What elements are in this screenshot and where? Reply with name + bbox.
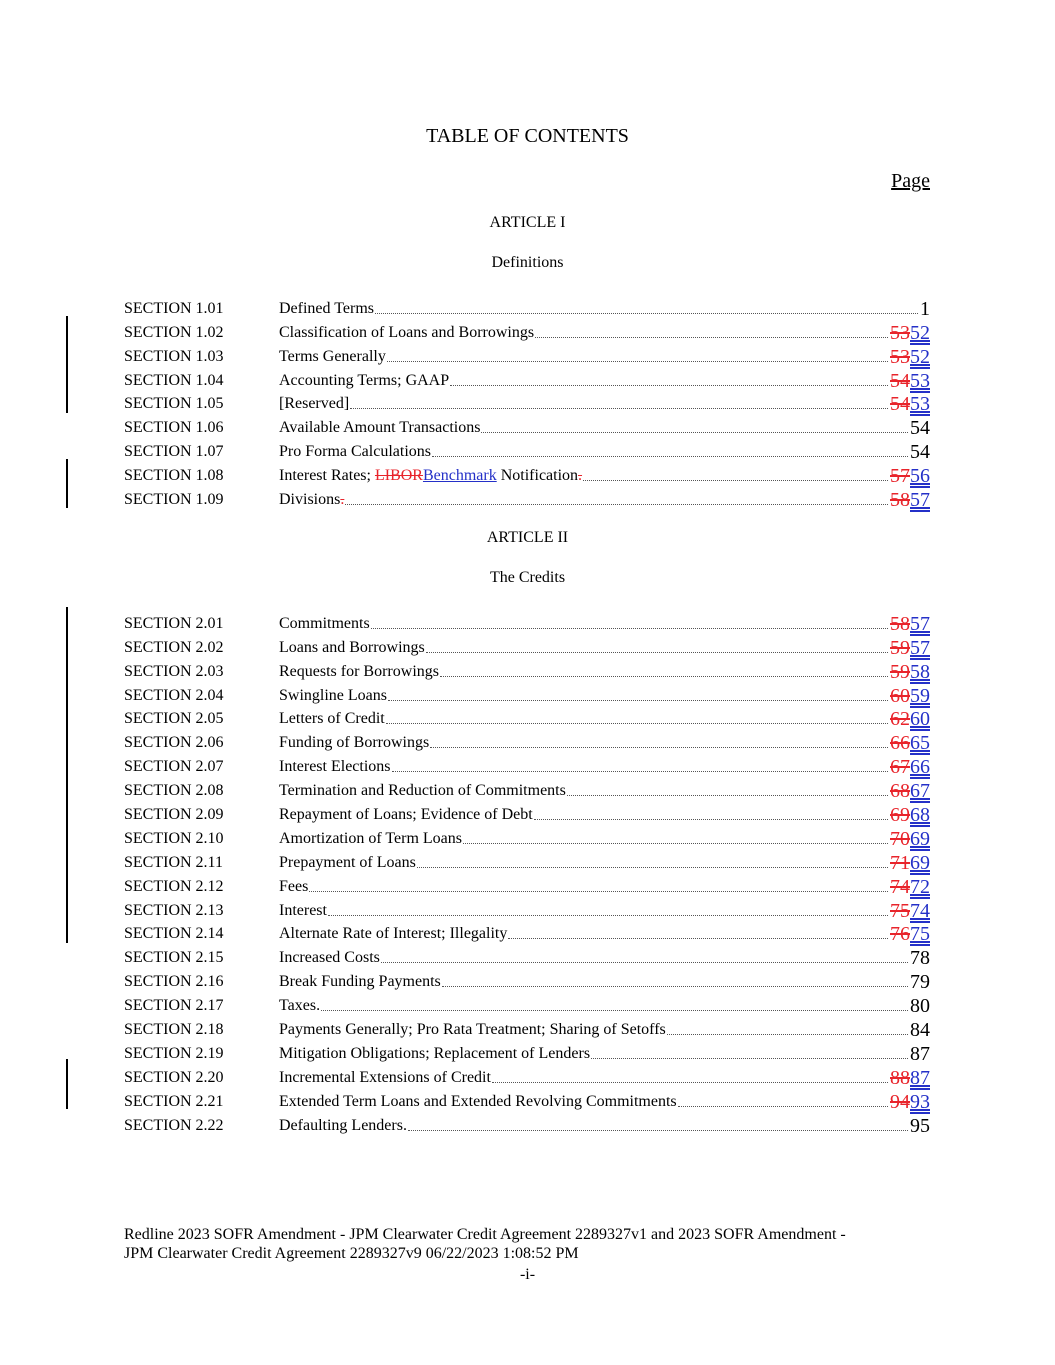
page-ref [890, 853, 930, 873]
title-text: Swingline Loans [279, 686, 387, 704]
page-ref [890, 638, 930, 658]
toc-entry[interactable] [124, 610, 930, 634]
toc-entry[interactable] [124, 992, 930, 1016]
inserted-page-number: 74 [910, 899, 930, 922]
section-title [279, 996, 320, 1016]
title-text: Classification of Loans and Borrowings [279, 323, 535, 341]
inserted-page-number: 87 [910, 1066, 930, 1089]
section-number: SECTION 2.21 [124, 1092, 224, 1110]
page-ref [890, 686, 930, 706]
section-title [279, 781, 566, 801]
change-bar [66, 316, 68, 413]
section-title [279, 948, 380, 968]
deleted-page-number: 53 [890, 321, 910, 344]
title-text: Incremental Extensions of Credit [279, 1068, 491, 1086]
page-ref [890, 781, 930, 801]
section-number: SECTION 2.12 [124, 877, 224, 895]
section-number: SECTION 2.02 [124, 638, 224, 656]
dot-leader [450, 384, 888, 386]
deleted-page-number: 66 [890, 732, 910, 755]
toc-entry[interactable] [124, 849, 930, 873]
section-title [279, 901, 327, 921]
deleted-page-number: 71 [890, 851, 910, 874]
dot-leader [492, 1081, 888, 1083]
toc-entry[interactable] [124, 1016, 930, 1040]
deleted-page-number: 75 [890, 899, 910, 922]
page-ref [890, 347, 930, 367]
title-text: Interest Rates; [279, 467, 375, 485]
title-text: Defined Terms [279, 299, 374, 317]
page-number-value: 84 [910, 1019, 930, 1042]
title-text: Funding of Borrowings [279, 734, 430, 752]
title-text: Requests for Borrowings [279, 662, 439, 680]
article-1-number: ARTICLE I [489, 214, 566, 231]
section-number: SECTION 1.01 [124, 299, 224, 317]
page-number-value: 78 [910, 947, 930, 970]
dot-leader [387, 360, 888, 362]
inserted-page-number: 53 [910, 369, 930, 392]
section-title [279, 972, 441, 992]
toc-entry[interactable] [124, 729, 930, 753]
section-number: SECTION 2.08 [124, 782, 224, 800]
section-number: SECTION 2.22 [124, 1116, 224, 1134]
section-number: SECTION 2.10 [124, 829, 224, 847]
page-ref [890, 662, 930, 682]
deleted-text: . [340, 491, 345, 509]
section-number: SECTION 2.18 [124, 1021, 224, 1039]
section-number: SECTION 2.01 [124, 614, 224, 632]
section-title [279, 853, 416, 873]
section-title [279, 829, 462, 849]
section-number: SECTION 2.11 [124, 853, 223, 871]
dot-leader [350, 407, 888, 409]
section-title [279, 323, 534, 343]
dot-leader [430, 746, 888, 748]
page-ref [910, 996, 930, 1016]
dot-leader [328, 914, 888, 916]
section-number: SECTION 1.03 [124, 347, 224, 365]
title-text: Increased Costs [279, 949, 380, 967]
page-ref [910, 1116, 930, 1136]
deleted-page-number: 69 [890, 804, 910, 827]
page-ref [890, 466, 930, 486]
section-number: SECTION 1.05 [124, 395, 224, 413]
inserted-page-number: 56 [910, 465, 930, 488]
deleted-page-number: 54 [890, 369, 910, 392]
section-number: SECTION 1.09 [124, 491, 224, 509]
page-ref [920, 299, 930, 319]
deleted-page-number: 94 [890, 1090, 910, 1113]
toc-entry[interactable] [124, 1112, 930, 1136]
deleted-page-number: 58 [890, 612, 910, 635]
title-text: Extended Term Loans and Extended Revolving Commitments [279, 1092, 677, 1110]
section-title [279, 299, 374, 319]
section-number: SECTION 2.16 [124, 973, 224, 991]
article-2-number: ARTICLE II [486, 529, 569, 546]
page-number: -i- [519, 1266, 536, 1283]
page-ref [890, 394, 930, 414]
title-text: Termination and Reduction of Commitments [279, 782, 566, 800]
title-text: Amortization of Term Loans [279, 829, 462, 847]
section-title [279, 442, 431, 462]
page-ref [910, 1020, 930, 1040]
page-number-value: 1 [920, 297, 930, 320]
deleted-page-number: 62 [890, 708, 910, 731]
change-bar [66, 459, 68, 508]
dot-leader [583, 479, 888, 481]
toc-entry[interactable] [124, 634, 930, 658]
section-number: SECTION 2.07 [124, 758, 224, 776]
section-number: SECTION 2.19 [124, 1044, 224, 1062]
page-number-value: 54 [910, 441, 930, 464]
toc-entry[interactable] [124, 486, 930, 510]
section-title [279, 686, 387, 706]
page-ref [890, 877, 930, 897]
section-title [279, 347, 386, 367]
page-ref [890, 757, 930, 777]
title-text: Divisions [279, 491, 341, 509]
section-title [279, 614, 370, 634]
change-bar [66, 607, 68, 943]
deleted-page-number: 60 [890, 684, 910, 707]
dot-leader [388, 699, 888, 701]
deleted-page-number: 70 [890, 827, 910, 850]
page-ref [890, 805, 930, 825]
deleted-page-number: 76 [890, 923, 910, 946]
toc-entry[interactable] [124, 706, 930, 730]
toc-entry[interactable] [124, 968, 930, 992]
title-text: Accounting Terms; GAAP [279, 371, 450, 389]
inserted-page-number: 58 [910, 660, 930, 683]
title-text: Pro Forma Calculations [279, 443, 431, 461]
page-ref [910, 1044, 930, 1064]
footer-line-1: Redline 2023 SOFR Amendment - JPM Clearwater Credit Agreement 2289327v1 and 2023 SOFR Amendment - [124, 1226, 846, 1243]
section-title [279, 805, 533, 825]
dot-leader [375, 312, 918, 314]
section-number: SECTION 1.06 [124, 419, 224, 437]
section-number: SECTION 2.20 [124, 1068, 224, 1086]
section-title [279, 924, 507, 944]
article-2-name: The Credits [489, 569, 566, 586]
dot-leader [534, 818, 888, 820]
dot-leader [381, 961, 908, 963]
page-ref [890, 323, 930, 343]
page-ref [890, 709, 930, 729]
toc-entry[interactable] [124, 682, 930, 706]
toc-entry[interactable] [124, 367, 930, 391]
title-text: Defaulting Lenders. [279, 1116, 407, 1134]
dot-leader [591, 1057, 908, 1059]
section-number: SECTION 1.07 [124, 443, 224, 461]
page-ref [890, 829, 930, 849]
toc-entry[interactable] [124, 319, 930, 343]
inserted-page-number: 57 [910, 612, 930, 635]
inserted-page-number: 57 [910, 636, 930, 659]
toc-entry[interactable] [124, 658, 930, 682]
toc-entry[interactable] [124, 873, 930, 897]
toc-title: TABLE OF CONTENTS [426, 125, 629, 147]
inserted-page-number: 68 [910, 804, 930, 827]
toc-entry[interactable] [124, 1064, 930, 1088]
section-title [279, 733, 429, 753]
section-number: SECTION 2.05 [124, 710, 224, 728]
page-number-value: 79 [910, 971, 930, 994]
section-title [279, 1020, 666, 1040]
dot-leader [508, 937, 888, 939]
toc-entry[interactable] [124, 438, 930, 462]
toc-entry[interactable] [124, 414, 930, 438]
inserted-page-number: 66 [910, 756, 930, 779]
section-number: SECTION 1.02 [124, 323, 224, 341]
section-title [279, 1068, 491, 1088]
page-ref [890, 924, 930, 944]
section-title [279, 1044, 590, 1064]
section-title [279, 662, 439, 682]
section-number: SECTION 2.09 [124, 806, 224, 824]
title-text: Loans and Borrowings [279, 638, 425, 656]
title-text: Mitigation Obligations; Replacement of Lenders [279, 1044, 591, 1062]
deleted-page-number: 68 [890, 780, 910, 803]
page-ref [910, 418, 930, 438]
dot-leader [371, 627, 888, 629]
inserted-page-number: 69 [910, 851, 930, 874]
title-text: Break Funding Payments [279, 973, 441, 991]
toc-entry[interactable] [124, 391, 930, 415]
title-text: Terms Generally [279, 347, 386, 365]
toc-entry[interactable] [124, 1040, 930, 1064]
page-ref [890, 490, 930, 510]
page-ref [910, 948, 930, 968]
page-column-heading: Page [891, 170, 930, 192]
deleted-page-number: 57 [890, 465, 910, 488]
title-text: Taxes. [279, 997, 321, 1015]
toc-entry[interactable] [124, 921, 930, 945]
page-ref [890, 614, 930, 634]
title-text: [Reserved] [279, 395, 350, 413]
toc-entry[interactable] [124, 343, 930, 367]
section-number: SECTION 2.13 [124, 901, 224, 919]
deleted-page-number: 54 [890, 393, 910, 416]
title-text: Interest [279, 901, 327, 919]
dot-leader [417, 866, 888, 868]
page-number-value: 95 [910, 1114, 930, 1137]
inserted-page-number: 65 [910, 732, 930, 755]
inserted-page-number: 57 [910, 489, 930, 512]
deleted-text: . [578, 467, 583, 485]
page-ref [910, 972, 930, 992]
dot-leader [535, 336, 888, 338]
article-1-section-list [124, 295, 930, 510]
deleted-page-number: 59 [890, 636, 910, 659]
title-text: Alternate Rate of Interest; Illegality [279, 925, 508, 943]
page-ref [910, 442, 930, 462]
inserted-page-number: 53 [910, 393, 930, 416]
dot-leader [408, 1129, 908, 1131]
page-number-value: 87 [910, 1042, 930, 1065]
footer-line-2: JPM Clearwater Credit Agreement 2289327v9 06/22/2023 1:08:52 PM [124, 1245, 579, 1262]
dot-leader [426, 651, 888, 653]
toc-entry[interactable] [124, 753, 930, 777]
title-text: Prepayment of Loans [279, 853, 416, 871]
inserted-page-number: 67 [910, 780, 930, 803]
page-ref [890, 371, 930, 391]
title-text: Available Amount Transactions [279, 419, 481, 437]
toc-entry[interactable] [124, 801, 930, 825]
dot-leader [440, 675, 888, 677]
dot-leader [432, 455, 908, 457]
inserted-page-number: 69 [910, 827, 930, 850]
dot-leader [442, 985, 908, 987]
page-number-value: 54 [910, 417, 930, 440]
toc-entry[interactable] [124, 825, 930, 849]
dot-leader [678, 1105, 888, 1107]
deleted-text: LIBOR [374, 467, 423, 485]
section-title [279, 418, 480, 438]
inserted-text: Benchmark [422, 467, 497, 485]
toc-entry[interactable] [124, 462, 930, 486]
toc-entry[interactable] [124, 1088, 930, 1112]
article-2-section-list [124, 610, 930, 1136]
dot-leader [345, 503, 888, 505]
section-title [279, 1092, 677, 1112]
title-text: Notification [496, 467, 579, 485]
inserted-page-number: 72 [910, 875, 930, 898]
title-text: Repayment of Loans; Evidence of Debt [279, 806, 533, 824]
section-title [279, 394, 349, 414]
document-footer [124, 1225, 924, 1263]
section-number: SECTION 2.04 [124, 686, 224, 704]
toc-entry[interactable] [124, 777, 930, 801]
section-number: SECTION 2.17 [124, 997, 224, 1015]
section-number: SECTION 2.15 [124, 949, 224, 967]
inserted-page-number: 93 [910, 1090, 930, 1113]
title-text: Commitments [279, 614, 370, 632]
section-title [279, 466, 582, 486]
section-number: SECTION 2.14 [124, 925, 224, 943]
section-number: SECTION 2.06 [124, 734, 224, 752]
inserted-page-number: 59 [910, 684, 930, 707]
dot-leader [392, 770, 888, 772]
article-1-name: Definitions [491, 254, 564, 271]
section-title [279, 709, 385, 729]
page-ref [890, 733, 930, 753]
inserted-page-number: 60 [910, 708, 930, 731]
section-number: SECTION 1.08 [124, 467, 224, 485]
title-text: Payments Generally; Pro Rata Treatment; Sharing of Setoffs [279, 1021, 666, 1039]
section-title [279, 757, 391, 777]
toc-entry[interactable] [124, 897, 930, 921]
deleted-page-number: 88 [890, 1066, 910, 1089]
title-text: Fees [279, 877, 309, 895]
page-number-value: 80 [910, 995, 930, 1018]
section-number: SECTION 2.03 [124, 662, 224, 680]
page-ref [890, 1068, 930, 1088]
dot-leader [309, 890, 888, 892]
inserted-page-number: 75 [910, 923, 930, 946]
section-title [279, 371, 449, 391]
section-number: SECTION 1.04 [124, 371, 224, 389]
dot-leader [386, 722, 888, 724]
section-title [279, 1116, 407, 1136]
dot-leader [667, 1033, 908, 1035]
inserted-page-number: 52 [910, 321, 930, 344]
dot-leader [463, 842, 888, 844]
dot-leader [481, 431, 908, 433]
toc-entry[interactable] [124, 944, 930, 968]
section-title [279, 638, 425, 658]
title-text: Letters of Credit [279, 710, 385, 728]
inserted-page-number: 52 [910, 345, 930, 368]
page-ref [890, 901, 930, 921]
section-title [279, 490, 344, 510]
deleted-page-number: 58 [890, 489, 910, 512]
deleted-page-number: 53 [890, 345, 910, 368]
dot-leader [567, 794, 888, 796]
deleted-page-number: 67 [890, 756, 910, 779]
section-title [279, 877, 308, 897]
dot-leader [321, 1009, 908, 1011]
toc-entry[interactable] [124, 295, 930, 319]
deleted-page-number: 74 [890, 875, 910, 898]
page-ref [890, 1092, 930, 1112]
title-text: Interest Elections [279, 758, 391, 776]
change-bar [66, 1059, 68, 1109]
deleted-page-number: 59 [890, 660, 910, 683]
